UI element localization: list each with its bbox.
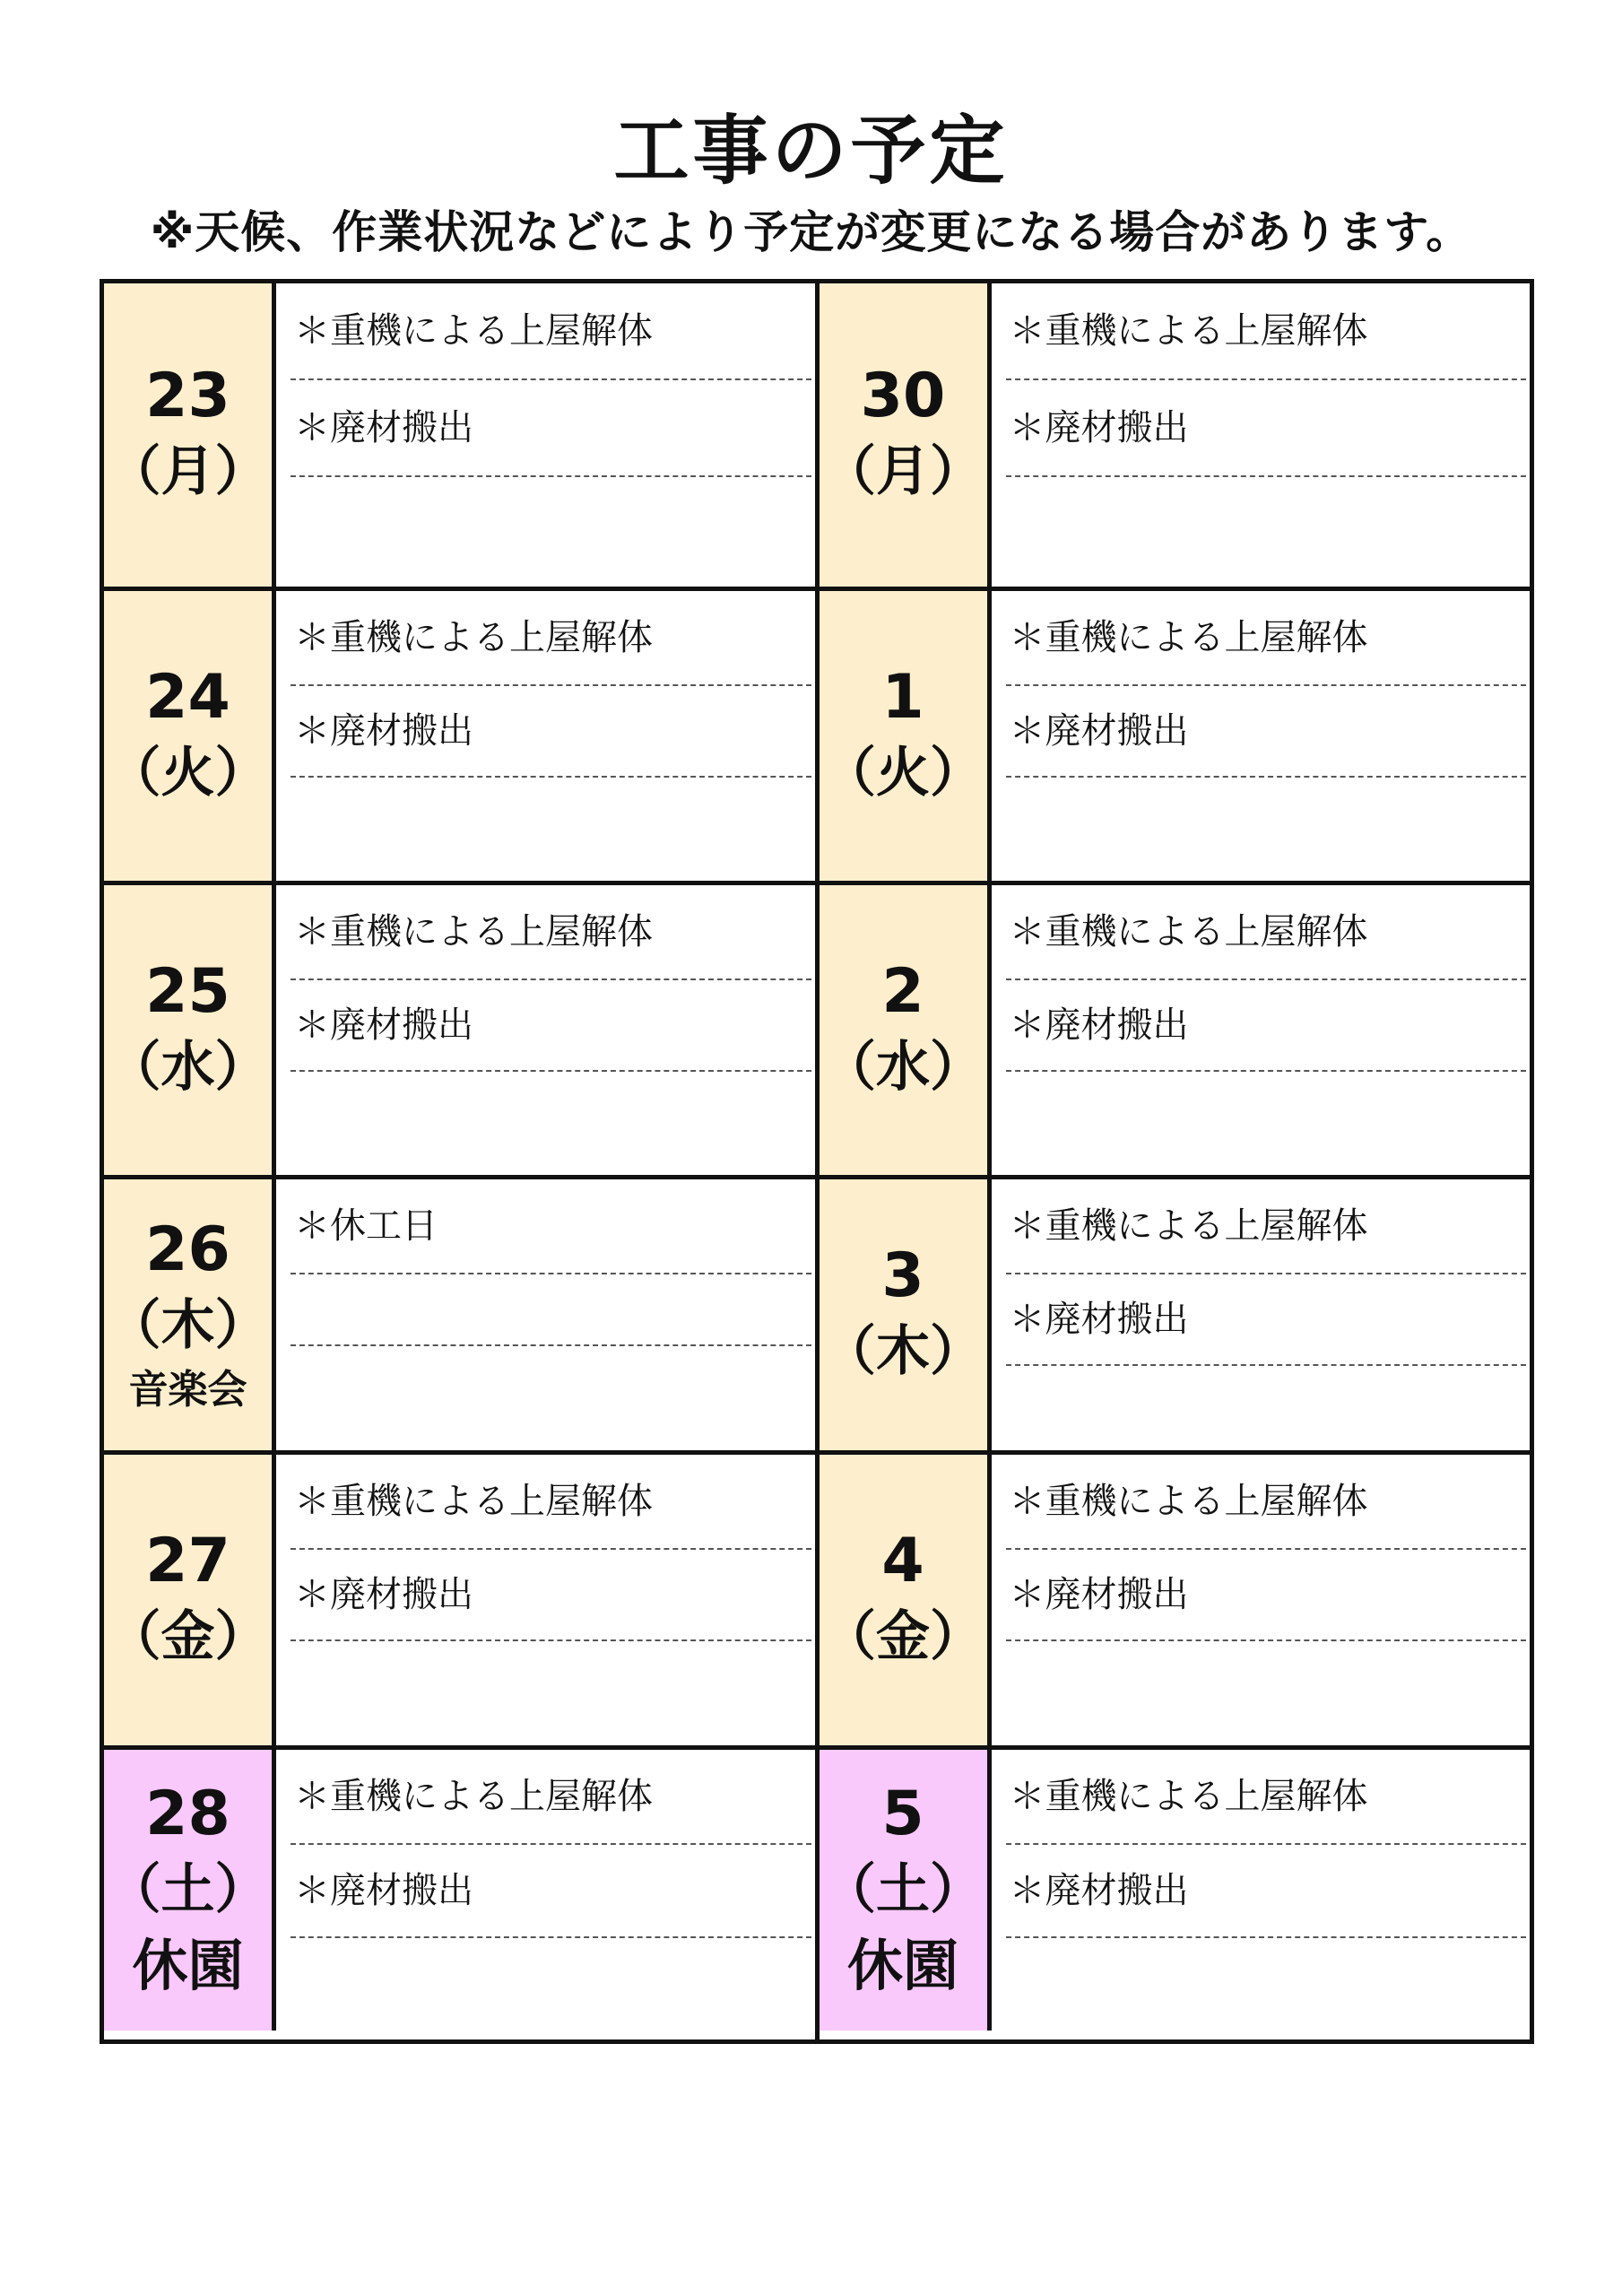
day-number: 26 xyxy=(145,1214,230,1285)
day-note: 音楽会 xyxy=(128,1367,247,1413)
schedule-row xyxy=(820,283,1531,587)
date-cell xyxy=(820,1750,992,2031)
day-number: 25 xyxy=(145,955,230,1027)
date-cell xyxy=(104,1750,276,2031)
task-line: ＊廃材搬出 xyxy=(1006,1845,1527,1938)
task-list xyxy=(992,591,1531,881)
task-line: ＊重機による上屋解体 xyxy=(1006,591,1527,686)
day-number: 3 xyxy=(881,1240,924,1311)
weekday-label: （水） xyxy=(107,1035,269,1099)
page-title: 工事の予定 xyxy=(613,107,1009,195)
task-list xyxy=(276,1455,815,1745)
day-number: 23 xyxy=(145,361,230,431)
task-list xyxy=(276,591,815,881)
task-line: ＊重機による上屋解体 xyxy=(1006,885,1527,980)
task-line-empty xyxy=(291,477,811,587)
schedule-column-left xyxy=(104,283,815,2039)
day-note: 休園 xyxy=(132,1932,244,1998)
task-line: ＊重機による上屋解体 xyxy=(291,1455,811,1550)
task-line: ＊重機による上屋解体 xyxy=(1006,1750,1527,1845)
schedule-row xyxy=(104,881,815,1175)
task-line: ＊廃材搬出 xyxy=(1006,980,1527,1072)
schedule-row xyxy=(820,587,1531,881)
task-line: ＊重機による上屋解体 xyxy=(291,591,811,686)
task-line: ＊廃材搬出 xyxy=(291,1845,811,1938)
task-line-empty xyxy=(1006,1938,1527,2031)
task-list xyxy=(992,283,1531,587)
date-cell xyxy=(820,591,992,881)
date-cell xyxy=(104,283,276,587)
day-number: 28 xyxy=(145,1778,230,1849)
day-number: 4 xyxy=(881,1526,924,1596)
weekday-label: （木） xyxy=(822,1320,984,1383)
weekday-label: （土） xyxy=(107,1857,269,1921)
task-list xyxy=(276,283,815,587)
date-cell xyxy=(820,1455,992,1745)
task-line-empty xyxy=(1006,1072,1527,1175)
date-cell xyxy=(820,1179,992,1450)
task-list xyxy=(992,1750,1531,2031)
day-number: 24 xyxy=(145,661,230,733)
task-line-empty xyxy=(1006,1641,1527,1745)
schedule-row xyxy=(820,1175,1531,1450)
day-number: 27 xyxy=(145,1526,230,1596)
schedule-row xyxy=(104,283,815,587)
day-number: 5 xyxy=(881,1778,924,1849)
date-cell xyxy=(820,885,992,1175)
day-number: 2 xyxy=(881,955,924,1027)
task-line: ＊重機による上屋解体 xyxy=(291,885,811,980)
task-line-empty xyxy=(1006,477,1527,587)
task-line: ＊廃材搬出 xyxy=(1006,686,1527,778)
task-list xyxy=(992,1455,1531,1745)
task-line: ＊廃材搬出 xyxy=(1006,1274,1527,1366)
schedule-row xyxy=(820,1745,1531,2031)
weekday-label: （金） xyxy=(107,1605,269,1668)
task-list xyxy=(276,1750,815,2031)
task-list xyxy=(992,1179,1531,1450)
task-line: ＊廃材搬出 xyxy=(1006,1550,1527,1641)
schedule-row xyxy=(820,881,1531,1175)
schedule-row xyxy=(820,1450,1531,1745)
task-line: ＊重機による上屋解体 xyxy=(291,1750,811,1845)
task-line-empty xyxy=(291,1938,811,2031)
task-line: ＊廃材搬出 xyxy=(291,980,811,1072)
day-number: 1 xyxy=(881,661,924,733)
schedule-notice: ※天候、作業状況などにより予定が変更になる場合があります。 xyxy=(150,206,1472,258)
schedule-row xyxy=(104,587,815,881)
schedule-row xyxy=(104,1450,815,1745)
weekday-label: （土） xyxy=(822,1857,984,1921)
task-line: ＊廃材搬出 xyxy=(1006,380,1527,477)
task-line: ＊重機による上屋解体 xyxy=(1006,283,1527,380)
task-line-empty xyxy=(1006,1366,1527,1450)
task-line-empty xyxy=(1006,778,1527,881)
task-line-empty xyxy=(291,778,811,881)
task-line: ＊重機による上屋解体 xyxy=(291,283,811,380)
task-line: ＊重機による上屋解体 xyxy=(1006,1455,1527,1550)
task-line: ＊重機による上屋解体 xyxy=(1006,1179,1527,1274)
weekday-label: （火） xyxy=(107,741,269,804)
task-line: ＊休工日 xyxy=(291,1179,811,1274)
task-line xyxy=(291,1274,811,1346)
date-cell xyxy=(104,591,276,881)
date-cell xyxy=(104,1455,276,1745)
schedule-table xyxy=(100,279,1534,2044)
weekday-label: （月） xyxy=(107,440,269,503)
schedule-row xyxy=(104,1175,815,1450)
weekday-label: （木） xyxy=(107,1294,269,1357)
date-cell xyxy=(104,1179,276,1450)
weekday-label: （火） xyxy=(822,741,984,804)
task-line: ＊廃材搬出 xyxy=(291,1550,811,1641)
task-line: ＊廃材搬出 xyxy=(291,380,811,477)
weekday-label: （金） xyxy=(822,1605,984,1668)
date-cell xyxy=(820,283,992,587)
task-line-empty xyxy=(291,1346,811,1450)
day-number: 30 xyxy=(860,361,946,431)
weekday-label: （水） xyxy=(822,1035,984,1099)
task-list xyxy=(276,885,815,1175)
task-line: ＊廃材搬出 xyxy=(291,686,811,778)
task-list xyxy=(992,885,1531,1175)
task-list xyxy=(276,1179,815,1450)
task-line-empty xyxy=(291,1072,811,1175)
weekday-label: （月） xyxy=(822,440,984,503)
task-line-empty xyxy=(291,1641,811,1745)
date-cell xyxy=(104,885,276,1175)
schedule-row xyxy=(104,1745,815,2031)
schedule-column-right xyxy=(815,283,1531,2039)
day-note: 休園 xyxy=(846,1932,958,1998)
